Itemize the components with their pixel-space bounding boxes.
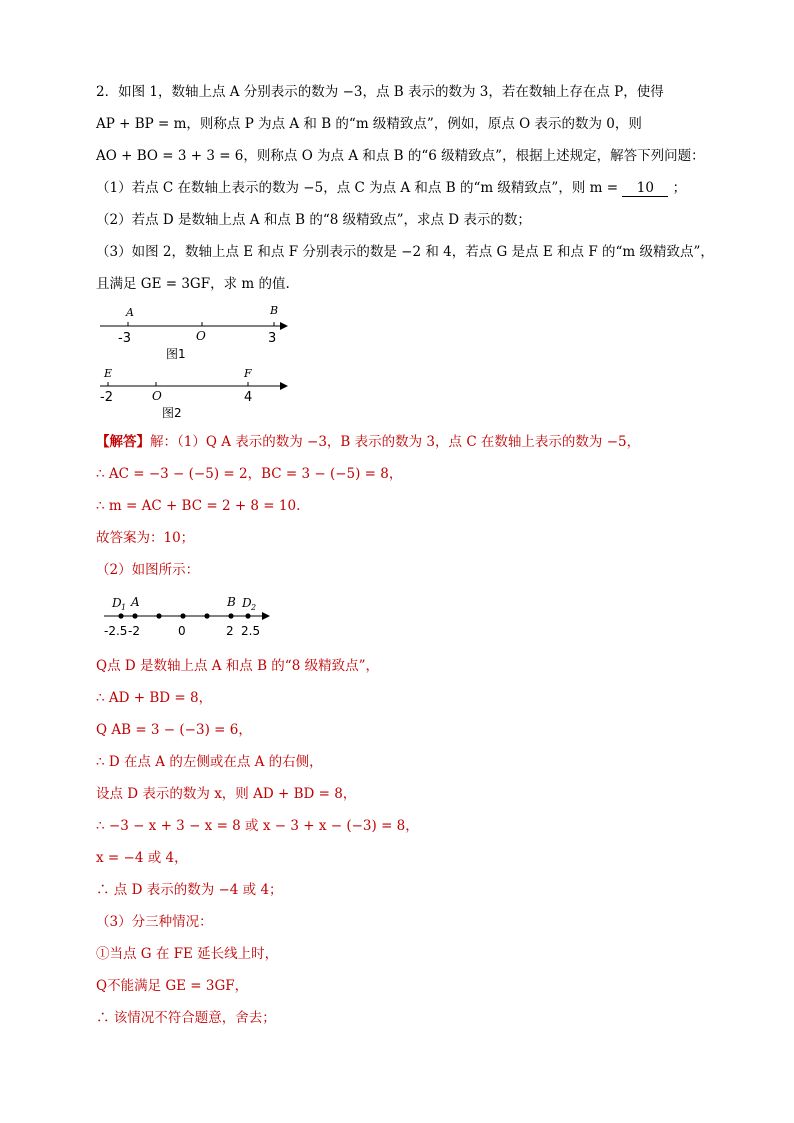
fig3-sub-2: 2	[251, 603, 257, 612]
solution-part2-a: Q点 D 是数轴上点 A 和点 B 的“8 级精致点”，	[96, 658, 379, 674]
fig2-tick-o: O	[152, 389, 162, 403]
fig1-caption: 图1	[166, 347, 186, 361]
fig1-tick-a: -3	[118, 331, 131, 346]
solution-part3-b: Q不能满足 GE = 3GF，	[96, 978, 249, 994]
solution-part1-c: 故答案为：10；	[96, 530, 195, 546]
solution-part2-c: Q AB = 3 − (−3) = 6，	[96, 722, 252, 738]
fig2-tick-e: -2	[100, 390, 113, 405]
question-3-line-1: （3）如图 2，数轴上点 E 和点 F 分别表示的数是 −2 和 4，若点 G 是点 E 和点 F 的“m 级精致点”，	[96, 244, 714, 260]
fig3-label-d1: D	[112, 596, 122, 610]
point-a	[132, 613, 137, 618]
question-3-line-2: 且满足 GE = 3GF，求 m 的值.	[96, 276, 290, 292]
fig3-tick-m2: -2	[128, 624, 140, 638]
problem-line-2: AP + BP = m，则称点 P 为点 A 和 B 的“m 级精致点”，例如，原点 O 表示的数为 0，则	[96, 116, 642, 132]
point-d2	[245, 613, 250, 618]
solution-intro	[96, 432, 640, 452]
solution-part3-intro: （3）分三种情况：	[96, 914, 213, 930]
fig3-label-a: A	[131, 595, 140, 609]
question-1	[96, 178, 686, 198]
question-1-answer: 10	[622, 180, 668, 197]
question-2: （2）若点 D 是数轴上点 A 和点 B 的“8 级精致点”，求点 D 表示的数；	[96, 212, 531, 228]
problem-line-3: AO + BO = 3 + 3 = 6，则称点 O 为点 A 和点 B 的“6 级精致点”，根据上述规定，解答下列问题：	[96, 148, 705, 164]
solution-part2-b: ∴ AD + BD = 8，	[96, 690, 213, 706]
fig3-tick-2: 2	[226, 624, 234, 638]
solution-part1-intro: 解：（1）Q A 表示的数为 −3，B 表示的数为 3，点 C 在数轴上表示的数为 −5，	[150, 434, 641, 450]
fig3-tick-m25: -2.5	[104, 624, 128, 638]
solution-part1-a: ∴ AC = −3 − (−5) = 2，BC = 3 − (−5) = 8，	[96, 466, 403, 482]
figure-1-number-line	[96, 300, 296, 362]
question-1-text: （1）若点 C 在数轴上表示的数为 −5，点 C 为点 A 和点 B 的“m 级精致点”，则 m =	[96, 180, 619, 196]
fig1-label-b: B	[270, 304, 279, 317]
solution-tag: 【解答】	[96, 434, 150, 450]
question-1-suffix: ；	[672, 180, 687, 196]
fig3-tick-0: 0	[178, 624, 186, 638]
solution-part2-h: ∴ 点 D 表示的数为 −4 或 4；	[96, 882, 283, 898]
fig2-caption: 图2	[162, 406, 182, 420]
figure-3-number-line	[96, 590, 286, 642]
solution-part3-c: ∴ 该情况不符合题意，舍去；	[96, 1010, 276, 1026]
fig1-label-a: A	[126, 306, 134, 319]
point-1	[204, 613, 209, 618]
point-d1	[118, 613, 123, 618]
point-b	[228, 613, 233, 618]
fig3-sub-1: 1	[121, 603, 127, 612]
solution-part1-b: ∴ m = AC + BC = 2 + 8 = 10.	[96, 498, 301, 514]
fig2-tick-f: 4	[244, 390, 253, 405]
fig1-tick-b: 3	[268, 331, 277, 346]
fig3-label-b: B	[227, 595, 236, 609]
solution-part2-g: x = −4 或 4，	[96, 850, 188, 866]
figure-2-number-line	[96, 364, 296, 422]
fig1-tick-o: O	[196, 329, 206, 343]
fig2-label-f: F	[244, 367, 252, 380]
solution-part2-d: ∴ D 在点 A 的左侧或在点 A 的右侧，	[96, 754, 323, 770]
solution-part2-e: 设点 D 表示的数为 x，则 AD + BD = 8，	[96, 786, 357, 802]
solution-part3-a: ①当点 G 在 FE 延长线上时，	[96, 946, 279, 962]
solution-part2-intro: （2）如图所示：	[96, 562, 200, 578]
problem-line-1: 2．如图 1，数轴上点 A 分别表示的数为 −3，点 B 表示的数为 3，若在数轴上存在点 P，使得	[96, 84, 664, 100]
fig3-label-d2: D	[242, 596, 252, 610]
solution-part2-f: ∴ −3 − x + 3 − x = 8 或 x − 3 + x − (−3) = 8，	[96, 818, 419, 834]
fig2-label-e: E	[104, 367, 113, 380]
point-0	[180, 613, 185, 618]
point-m1	[156, 613, 161, 618]
fig3-tick-25: 2.5	[241, 624, 261, 638]
